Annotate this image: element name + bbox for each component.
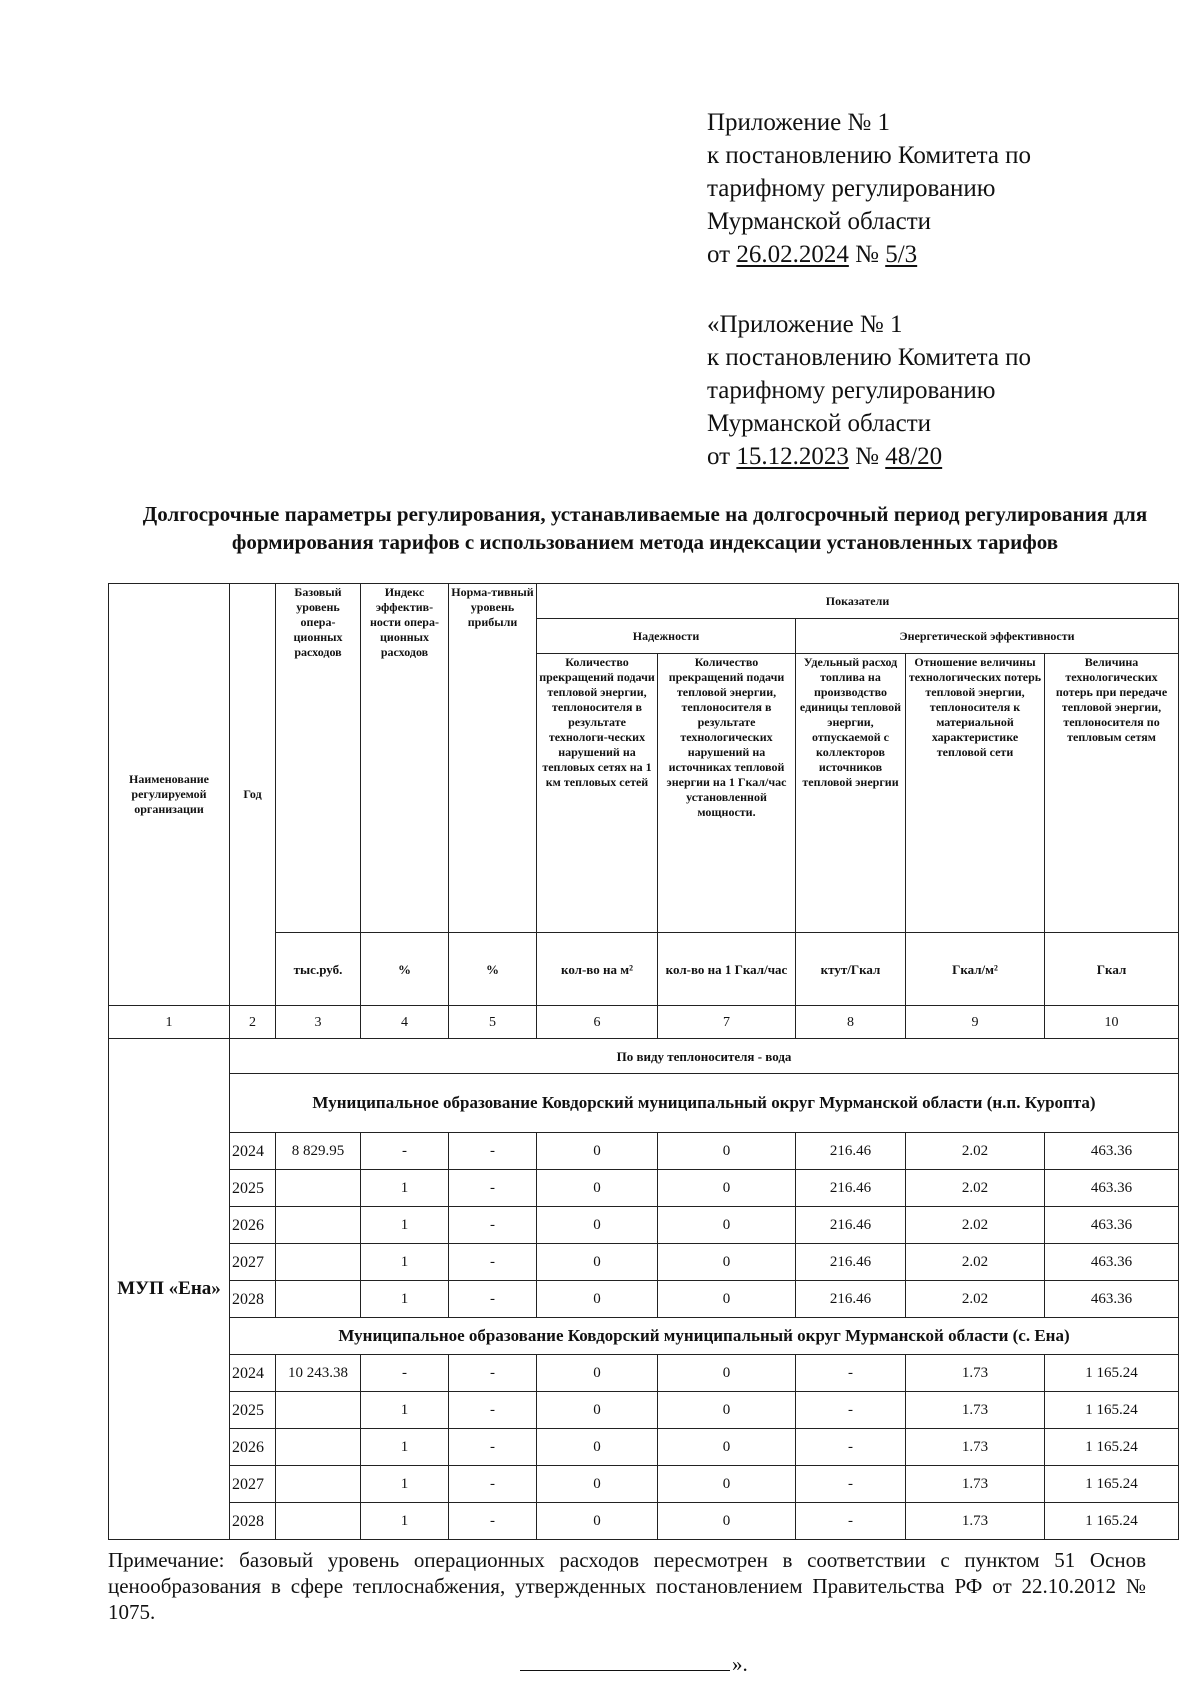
organization-name: МУП «Ена» <box>109 1039 230 1540</box>
value-cell <box>276 1170 361 1207</box>
appendix-line: к постановлению Комитета по <box>707 142 1032 169</box>
number-prefix: № <box>848 241 886 268</box>
value-cell: - <box>796 1503 906 1540</box>
value-cell <box>276 1392 361 1429</box>
column-number: 4 <box>361 1006 449 1039</box>
appendix-line: «Приложение № 1 <box>707 311 903 338</box>
value-cell: 0 <box>658 1244 796 1281</box>
value-cell: 1.73 <box>906 1392 1045 1429</box>
value-cell: 1 165.24 <box>1045 1503 1179 1540</box>
header-col-9: Отношение величины технологических потерь тепловой энергии, теплоносителя к материальной характеристике тепловой сети <box>906 654 1045 933</box>
heat-carrier-label: По виду теплоносителя - вода <box>230 1039 1179 1074</box>
value-cell: 0 <box>537 1244 658 1281</box>
value-cell: 216.46 <box>796 1281 906 1318</box>
value-cell: 0 <box>658 1392 796 1429</box>
value-cell: 1 <box>361 1281 449 1318</box>
table-row <box>109 1355 1179 1392</box>
value-cell: 1 165.24 <box>1045 1466 1179 1503</box>
table-row <box>109 1133 1179 1170</box>
table-row <box>109 1244 1179 1281</box>
header-reliability: Надежности <box>537 619 796 654</box>
value-cell: 0 <box>537 1207 658 1244</box>
appendix-line: Мурманской области <box>707 208 932 235</box>
municipality-section-header: Муниципальное образование Ковдорский муниципальный округ Мурманской области (н.п. Куропта) <box>230 1074 1179 1133</box>
header-col-8: Удельный расход топлива на производство единицы тепловой энергии, отпускаемой с коллекторов источников тепловой энергии <box>796 654 906 933</box>
value-cell: 216.46 <box>796 1133 906 1170</box>
column-number: 1 <box>109 1006 230 1039</box>
value-cell: - <box>796 1466 906 1503</box>
date-prefix: от <box>707 443 737 470</box>
value-cell: 0 <box>537 1281 658 1318</box>
value-cell: 1 <box>361 1170 449 1207</box>
value-cell: 0 <box>537 1355 658 1392</box>
date-prefix: от <box>707 241 737 268</box>
appendix-line: Приложение № 1 <box>707 109 891 136</box>
value-cell: 0 <box>658 1466 796 1503</box>
value-cell: - <box>449 1170 537 1207</box>
value-cell: 0 <box>658 1170 796 1207</box>
value-cell: 2.02 <box>906 1281 1045 1318</box>
value-cell: 463.36 <box>1045 1133 1179 1170</box>
unit-cell: Гкал <box>1045 933 1179 1006</box>
table-row <box>109 1207 1179 1244</box>
value-cell: 0 <box>537 1133 658 1170</box>
year-cell: 2024 <box>230 1355 276 1392</box>
column-number: 2 <box>230 1006 276 1039</box>
value-cell: 1 <box>361 1503 449 1540</box>
table-row <box>109 1170 1179 1207</box>
value-cell: 2.02 <box>906 1133 1045 1170</box>
value-cell: 0 <box>658 1207 796 1244</box>
value-cell: 463.36 <box>1045 1244 1179 1281</box>
value-cell: - <box>796 1429 906 1466</box>
header-base-opex: Базовый уровень опера-ционных расходов <box>276 584 361 933</box>
value-cell: 0 <box>537 1170 658 1207</box>
value-cell: 463.36 <box>1045 1281 1179 1318</box>
value-cell: 1 165.24 <box>1045 1429 1179 1466</box>
unit-cell: % <box>361 933 449 1006</box>
value-cell <box>276 1466 361 1503</box>
header-col-10: Величина технологических потерь при передаче тепловой энергии, теплоносителя по тепловым сетям <box>1045 654 1179 933</box>
decree-date: 15.12.2023 <box>736 443 849 470</box>
value-cell: 1 <box>361 1207 449 1244</box>
column-number: 7 <box>658 1006 796 1039</box>
year-cell: 2026 <box>230 1429 276 1466</box>
table-row <box>109 1466 1179 1503</box>
unit-cell: кол-во на 1 Гкал/час <box>658 933 796 1006</box>
appendix-line: Мурманской области <box>707 410 932 437</box>
value-cell: 1.73 <box>906 1466 1045 1503</box>
year-cell: 2027 <box>230 1244 276 1281</box>
column-number: 10 <box>1045 1006 1179 1039</box>
header-profit-level: Норма-тивный уровень прибыли <box>449 584 537 933</box>
value-cell: - <box>449 1392 537 1429</box>
value-cell: - <box>449 1281 537 1318</box>
value-cell: 0 <box>658 1355 796 1392</box>
value-cell: - <box>449 1133 537 1170</box>
column-number: 6 <box>537 1006 658 1039</box>
value-cell: 0 <box>658 1133 796 1170</box>
value-cell: 1.73 <box>906 1355 1045 1392</box>
decree-number: 48/20 <box>885 443 943 470</box>
number-prefix: № <box>848 443 886 470</box>
appendix-line: к постановлению Комитета по <box>707 344 1032 371</box>
appendix-line: тарифному регулированию <box>707 377 996 404</box>
value-cell: 0 <box>658 1503 796 1540</box>
value-cell <box>276 1281 361 1318</box>
value-cell: 0 <box>537 1466 658 1503</box>
value-cell: - <box>361 1355 449 1392</box>
value-cell: 463.36 <box>1045 1170 1179 1207</box>
value-cell: - <box>449 1503 537 1540</box>
value-cell: 463.36 <box>1045 1207 1179 1244</box>
appendix-date-line <box>707 440 1031 473</box>
unit-cell: Гкал/м² <box>906 933 1045 1006</box>
appendix-header-current <box>707 106 1031 271</box>
value-cell: - <box>449 1466 537 1503</box>
value-cell: - <box>796 1392 906 1429</box>
column-number: 3 <box>276 1006 361 1039</box>
decree-date: 26.02.2024 <box>736 241 849 268</box>
table-row <box>109 1503 1179 1540</box>
value-cell <box>276 1244 361 1281</box>
header-efficiency-index: Индекс эффектив-ности опера-ционных расходов <box>361 584 449 933</box>
value-cell: 1 <box>361 1244 449 1281</box>
appendix-header-previous <box>707 308 1031 473</box>
value-cell: 0 <box>537 1503 658 1540</box>
value-cell: 216.46 <box>796 1170 906 1207</box>
value-cell: - <box>449 1244 537 1281</box>
value-cell: 216.46 <box>796 1207 906 1244</box>
value-cell: - <box>449 1429 537 1466</box>
value-cell: 0 <box>537 1429 658 1466</box>
value-cell: 2.02 <box>906 1244 1045 1281</box>
value-cell: 10 243.38 <box>276 1355 361 1392</box>
year-cell: 2027 <box>230 1466 276 1503</box>
value-cell: 1.73 <box>906 1503 1045 1540</box>
closing-mark <box>520 1652 748 1677</box>
unit-cell: тыс.руб. <box>276 933 361 1006</box>
header-organization: Наименование регулируемой организации <box>109 584 230 1006</box>
table-row <box>109 1429 1179 1466</box>
header-energy-efficiency: Энергетической эффективности <box>796 619 1179 654</box>
value-cell: 0 <box>658 1429 796 1466</box>
value-cell: 0 <box>658 1281 796 1318</box>
value-cell: 1 <box>361 1392 449 1429</box>
value-cell: - <box>449 1355 537 1392</box>
value-cell <box>276 1207 361 1244</box>
signature-line <box>520 1669 730 1671</box>
unit-cell: ктут/Гкал <box>796 933 906 1006</box>
value-cell: - <box>796 1355 906 1392</box>
appendix-line: тарифному регулированию <box>707 175 996 202</box>
value-cell: 2.02 <box>906 1207 1045 1244</box>
column-number: 8 <box>796 1006 906 1039</box>
table-row <box>109 1392 1179 1429</box>
document-title: Долгосрочные параметры регулирования, устанавливаемые на долгосрочный период регулирования для формирования тарифов с использованием метода индексации установленных тарифов <box>142 502 1148 554</box>
header-year: Год <box>230 584 276 1006</box>
header-indicators: Показатели <box>537 584 1179 619</box>
value-cell <box>276 1503 361 1540</box>
year-cell: 2025 <box>230 1170 276 1207</box>
appendix-date-line <box>707 238 1031 271</box>
column-number: 9 <box>906 1006 1045 1039</box>
unit-cell: кол-во на м² <box>537 933 658 1006</box>
long-term-parameters-table <box>108 583 1179 1540</box>
table-row <box>109 1281 1179 1318</box>
year-cell: 2025 <box>230 1392 276 1429</box>
value-cell: 1 165.24 <box>1045 1392 1179 1429</box>
year-cell: 2026 <box>230 1207 276 1244</box>
value-cell: 1 165.24 <box>1045 1355 1179 1392</box>
value-cell: 8 829.95 <box>276 1133 361 1170</box>
year-cell: 2024 <box>230 1133 276 1170</box>
header-col-7: Количество прекращений подачи тепловой энергии, теплоносителя в результате технологических нарушений на источниках тепловой энергии на 1 Гкал/час установленной мощности. <box>658 654 796 933</box>
value-cell: 1 <box>361 1429 449 1466</box>
year-cell: 2028 <box>230 1503 276 1540</box>
value-cell: 2.02 <box>906 1170 1045 1207</box>
unit-cell: % <box>449 933 537 1006</box>
decree-number: 5/3 <box>885 241 918 268</box>
header-col-6: Количество прекращений подачи тепловой энергии, теплоносителя в результате технологи-ческих нарушений на тепловых сетях на 1 км тепловых сетей <box>537 654 658 933</box>
value-cell: 216.46 <box>796 1244 906 1281</box>
value-cell: 0 <box>537 1392 658 1429</box>
value-cell: - <box>361 1133 449 1170</box>
municipality-section-header: Муниципальное образование Ковдорский муниципальный округ Мурманской области (с. Ена) <box>230 1318 1179 1355</box>
value-cell: 1.73 <box>906 1429 1045 1466</box>
value-cell: 1 <box>361 1466 449 1503</box>
value-cell <box>276 1429 361 1466</box>
closing-quote: ». <box>732 1652 748 1676</box>
column-number: 5 <box>449 1006 537 1039</box>
footnote: Примечание: базовый уровень операционных расходов пересмотрен в соответствии с пунктом 51 Основ ценообразования в сфере теплоснабжения, утвержденных постановлением Правительства РФ от 22.10.2012 № 1075. <box>108 1548 1146 1624</box>
value-cell: - <box>449 1207 537 1244</box>
year-cell: 2028 <box>230 1281 276 1318</box>
